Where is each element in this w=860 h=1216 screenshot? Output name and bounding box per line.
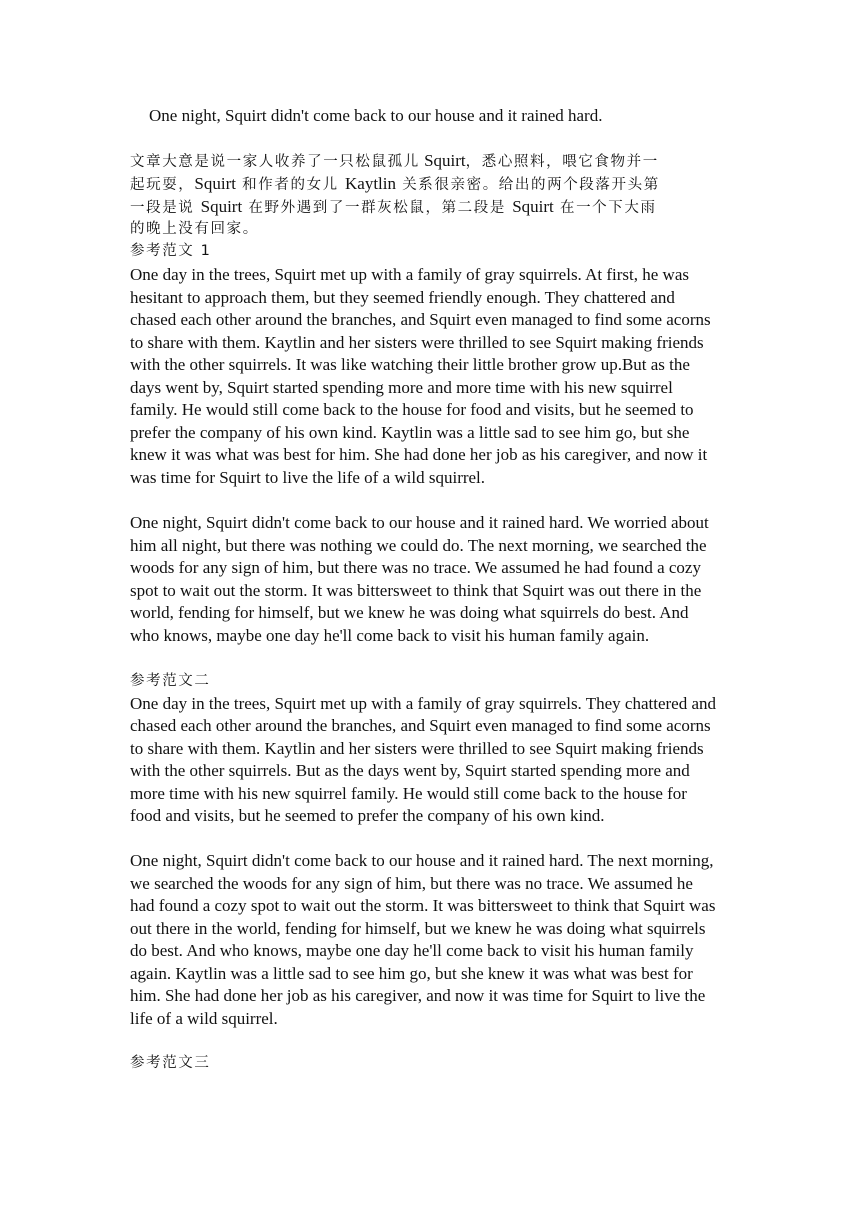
sample1-para1-line: with the other squirrels. It was like watching their little brother grow up.But as the bbox=[130, 355, 690, 374]
opening-line: One night, Squirt didn't come back to our house and it rained hard. bbox=[149, 106, 603, 125]
sample2-para2-line: we searched the woods for any sign of him, but there was no trace. We assumed he bbox=[130, 874, 693, 893]
summary-segment: 文章大意是说一家人收养了一只松鼠孤儿 bbox=[130, 154, 420, 170]
sample1-para1-line: family. He would still come back to the house for food and visits, but he seemed to bbox=[130, 400, 694, 419]
summary-segment: Squirt bbox=[194, 174, 236, 193]
summary-segment: Squirt bbox=[200, 197, 243, 216]
sample2-para2-line: One night, Squirt didn't come back to our house and it rained hard. The next morning, bbox=[130, 851, 714, 870]
summary-segment: Kaytlin bbox=[345, 174, 396, 193]
sample2-para2-line: had found a cozy spot to wait out the storm. It was bittersweet to think that Squirt was bbox=[130, 896, 716, 915]
sample1-para1-line: to share with them. Kaytlin and her sisters were thrilled to see Squirt making friends bbox=[130, 333, 704, 352]
sample1-para2-line: who knows, maybe one day he'll come back to visit his human family again. bbox=[130, 626, 650, 645]
sample1-para1-line: One day in the trees, Squirt met up with a family of gray squirrels. At first, he was bbox=[130, 265, 689, 284]
sample1-para1-line: prefer the company of his own kind. Kaytlin was a little sad to see him go, but she bbox=[130, 423, 690, 442]
summary-segment: 和作者的女儿 bbox=[235, 177, 345, 193]
sample2-para1-line: One day in the trees, Squirt met up with a family of gray squirrels. They chattered and bbox=[130, 694, 717, 713]
summary-segment: Squirt bbox=[419, 151, 466, 170]
sample2-para1-line: more time with his new squirrel family. He would still come back to the house for bbox=[130, 784, 687, 803]
sample2-para1-line: to share with them. Kaytlin and her sisters were thrilled to see Squirt making friends bbox=[130, 739, 704, 758]
summary-segment: Squirt bbox=[512, 197, 554, 216]
sample1-para1-line: chased each other around the branches, and Squirt even managed to find some acorns bbox=[130, 310, 711, 329]
sample2-para1-line: food and visits, but he seemed to prefer the company of his own kind. bbox=[130, 806, 605, 825]
sample3-heading: 参考范文三 bbox=[130, 1055, 211, 1071]
sample1-para2-line: him all night, but there was nothing we could do. The next morning, we searched the bbox=[130, 536, 707, 555]
sample2-heading: 参考范文二 bbox=[130, 673, 211, 689]
summary-segment: 在野外遇到了一群灰松鼠，第二段是 bbox=[242, 200, 513, 216]
sample1-para2-line: One night, Squirt didn't come back to our house and it rained hard. We worried about bbox=[130, 513, 709, 532]
sample1-para2-line: spot to wait out the storm. It was bittersweet to think that Squirt was out there in the bbox=[130, 581, 702, 600]
summary-segment: 的晚上没有回家。 bbox=[130, 221, 259, 237]
sample1-para2-line: world, fending for himself, but we knew he was doing what squirrels do best. And bbox=[130, 603, 689, 622]
summary-segment: ，悉心照料，喂它食物并一 bbox=[465, 154, 659, 170]
summary-line-2 bbox=[130, 173, 750, 197]
sample1-para1-line: was time for Squirt to live the life of a wild squirrel. bbox=[130, 468, 486, 487]
summary-line-4 bbox=[130, 218, 750, 241]
sample1-para1-line: hesitant to approach them, but they seemed friendly enough. They chattered and bbox=[130, 288, 675, 307]
sample2-para2-line: out there in the world, fending for himself, but we knew he was doing what squirrels bbox=[130, 919, 706, 938]
summary-line-1 bbox=[130, 150, 750, 174]
summary-segment: 在一个下大雨 bbox=[553, 200, 657, 216]
summary-segment: 一段是说 bbox=[130, 200, 201, 216]
summary-line-3 bbox=[130, 196, 750, 220]
sample1-para1-line: knew it was what was best for him. She had done her job as his caregiver, and now it bbox=[130, 445, 708, 464]
sample1-heading: 参考范文 1 bbox=[130, 243, 212, 259]
sample2-para1-line: with the other squirrels. But as the days went by, Squirt started spending more and bbox=[130, 761, 690, 780]
sample2-para2-line: do best. And who knows, maybe one day he'll come back to visit his human family bbox=[130, 941, 694, 960]
sample1-para2-line: woods for any sign of him, but there was no trace. We assumed he had found a cozy bbox=[130, 558, 701, 577]
sample2-para1-line: chased each other around the branches, and Squirt even managed to find some acorns bbox=[130, 716, 711, 735]
sample1-para1-line: days went by, Squirt started spending more and more time with his new squirrel bbox=[130, 378, 673, 397]
sample2-para2-line: life of a wild squirrel. bbox=[130, 1009, 278, 1028]
sample2-para2-line: again. Kaytlin was a little sad to see him go, but she knew it was what was best for bbox=[130, 964, 693, 983]
summary-segment: 起玩耍， bbox=[130, 177, 195, 193]
sample2-para2-line: him. She had done her job as his caregiver, and now it was time for Squirt to live the bbox=[130, 986, 706, 1005]
summary-segment: 关系很亲密。给出的两个段落开头第 bbox=[396, 177, 660, 193]
